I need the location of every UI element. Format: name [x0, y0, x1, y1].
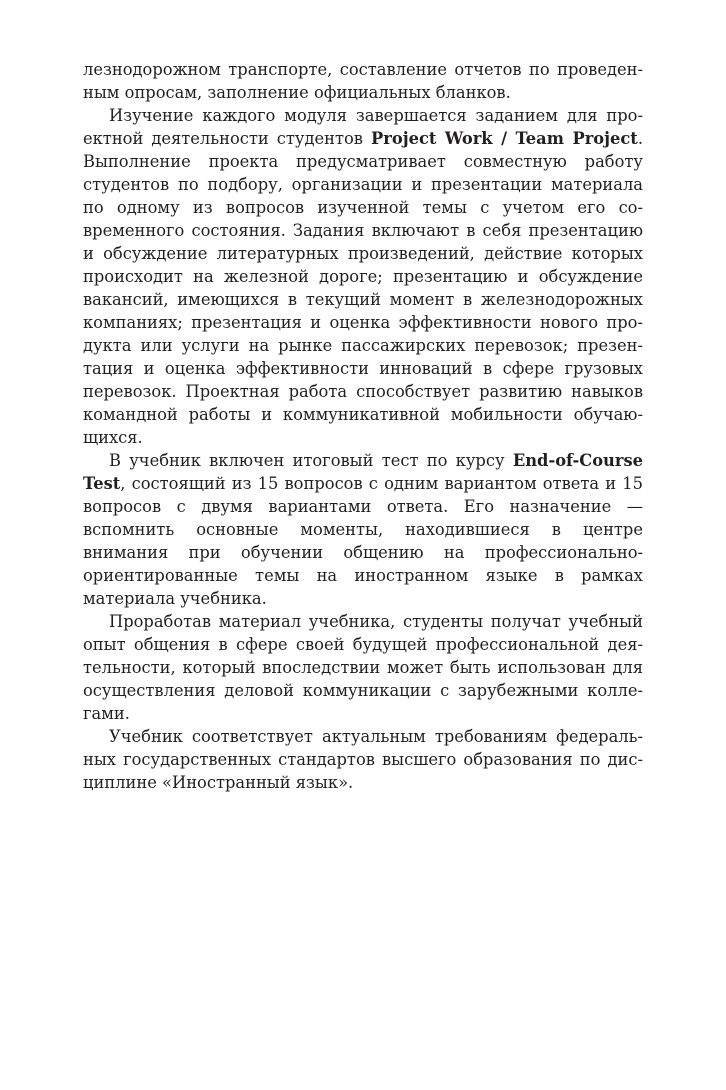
paragraph-text: . Выполнение проекта предусматривает совместную работу студентов по подбору, организации и презентации материала по одному из вопросов изученной темы с учетом его современного состояния. Задания включают в себя презентацию и обсуждение литературных произведений, действие которых происходит на железной дороге; презентацию и обсуждение вакансий, имеющихся в текущий момент в железнодорожных компаниях; презентация и оценка эффективности нового продукта или услуги на рынке пассажирских перевозок; презентация и оценка эффективности инноваций в сфере грузовых перевозок. Проектная работа способствует развитию навыков командной работы и коммуникативной мобильности обучающихся. [83, 129, 644, 447]
page-text [83, 58, 643, 794]
paragraph-project-work [83, 104, 643, 449]
paragraph-transport-reports [83, 58, 643, 104]
paragraph-text: Изучение каждого модуля завершается заданием для проектной деятельности студентов [83, 106, 643, 148]
project-work-term: Project Work / Team Project [371, 129, 638, 148]
paragraph-standards [83, 725, 643, 794]
paragraph-text: лезнодорожном транспорте, составление отчетов по проведенным опросам, заполнение официальных бланков. [83, 60, 643, 102]
paragraph-text: Проработав материал учебника, студенты получат учебный опыт общения в сфере своей будущей профессиональной деятельности, который впоследствии может быть использован для осуществления деловой коммуникации с зарубежными коллегами. [83, 612, 643, 723]
end-of-course-test-term: End-of-Course Test [83, 451, 643, 493]
paragraph-text: В учебник включен итоговый тест по курсу [109, 451, 513, 470]
paragraph-text: , состоящий из 15 вопросов с одним вариантом ответа и 15 вопросов с двумя вариантами ответа. Его назначение — вспомнить основные моменты, находившиеся в центре внимания при обучении общению на профессионально-ориентированные темы на иностранном языке в рамках материала учебника. [83, 474, 643, 608]
paragraph-final-test [83, 449, 643, 610]
paragraph-learning-experience [83, 610, 643, 725]
paragraph-text: Учебник соответствует актуальным требованиям федеральных государственных стандартов высшего образования по дисциплине «Иностранный язык». [83, 727, 643, 792]
